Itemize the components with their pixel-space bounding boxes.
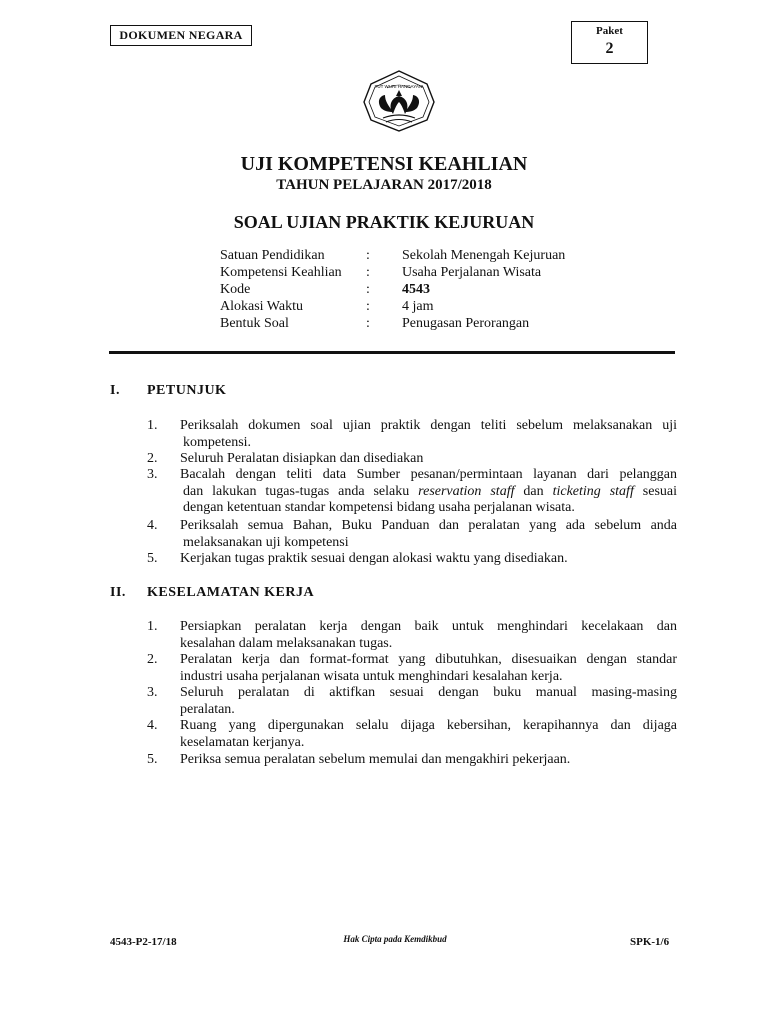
section2-number: II. [110,585,126,600]
info-row-kode: Kode : 4543 [220,282,430,297]
paket-box [571,21,648,64]
info-row-bentuk: Bentuk Soal : Penugasan Perorangan [220,316,530,331]
info-row-satuan: Satuan Pendidikan : Sekolah Menengah Kejuruan [220,248,566,263]
tut-wuri-handayani-logo [361,68,437,134]
section1-title: PETUNJUK [147,383,227,398]
academic-year: TAHUN PELAJARAN 2017/2018 [276,177,492,193]
list-item: 2. Seluruh Peralatan disiapkan dan disediakan [147,451,424,466]
list-item: 3. Seluruh peralatan di aktifkan sesuai dengan buku manual masing-masing peralatan. [147,685,677,717]
footer-page: SPK-1/6 [630,936,670,948]
list-item: 5. Kerjakan tugas praktik sesuai dengan alokasi waktu yang disediakan. [147,551,568,566]
header-divider [109,351,675,354]
list-item: 1. Persiapkan peralatan kerja dengan baik untuk menghindari kecelakaan dan kesalahan dalam melaksanakan tugas. [147,619,677,651]
paket-number: 2 [605,40,614,57]
footer-copyright: Hak Cipta pada Kemdikbud [343,934,447,944]
svg-text:TUT WURI HANDAYANI: TUT WURI HANDAYANI [374,84,424,89]
list-item: 4. Ruang yang dipergunakan selalu dijaga kebersihan, kerapihannya dan dijaga keselamatan kerjanya. [147,718,677,750]
list-item: 4. Periksalah semua Bahan, Buku Panduan dan peralatan yang ada sebelum anda melaksanakan uji kompetensi [147,518,677,550]
info-row-kompetensi: Kompetensi Keahlian : Usaha Perjalanan Wisata [220,265,542,280]
list-item: 3. Bacalah dengan teliti data Sumber pesanan/permintaan layanan dari pelanggan dan lakukan tugas-tugas anda selaku reservation staff dan ticketing staff sesuai dengan ketentuan standar kompetensi bidang usaha perjalanan wisata. [147,467,677,515]
paket-label: Paket [596,25,623,37]
exam-subtitle: SOAL UJIAN PRAKTIK KEJURUAN [233,212,535,232]
exam-title: UJI KOMPETENSI KEAHLIAN [240,153,528,175]
list-item: 2. Peralatan kerja dan format-format yang dibutuhkan, disesuaikan dengan standar industri usaha perjalanan wisata untuk menghindari kesalahan kerja. [147,652,677,684]
footer-code: 4543-P2-17/18 [110,936,177,948]
section2-title: KESELAMATAN KERJA [147,585,315,600]
section1-number: I. [110,383,120,398]
list-item: 5. Periksa semua peralatan sebelum memulai dan mengakhiri pekerjaan. [147,752,571,767]
list-item: 1. Periksalah dokumen soal ujian praktik dengan teliti sebelum melaksanakan uji kompetensi. [147,418,677,450]
info-row-alokasi: Alokasi Waktu : 4 jam [220,299,434,314]
document-classification-label: DOKUMEN NEGARA [110,25,252,46]
